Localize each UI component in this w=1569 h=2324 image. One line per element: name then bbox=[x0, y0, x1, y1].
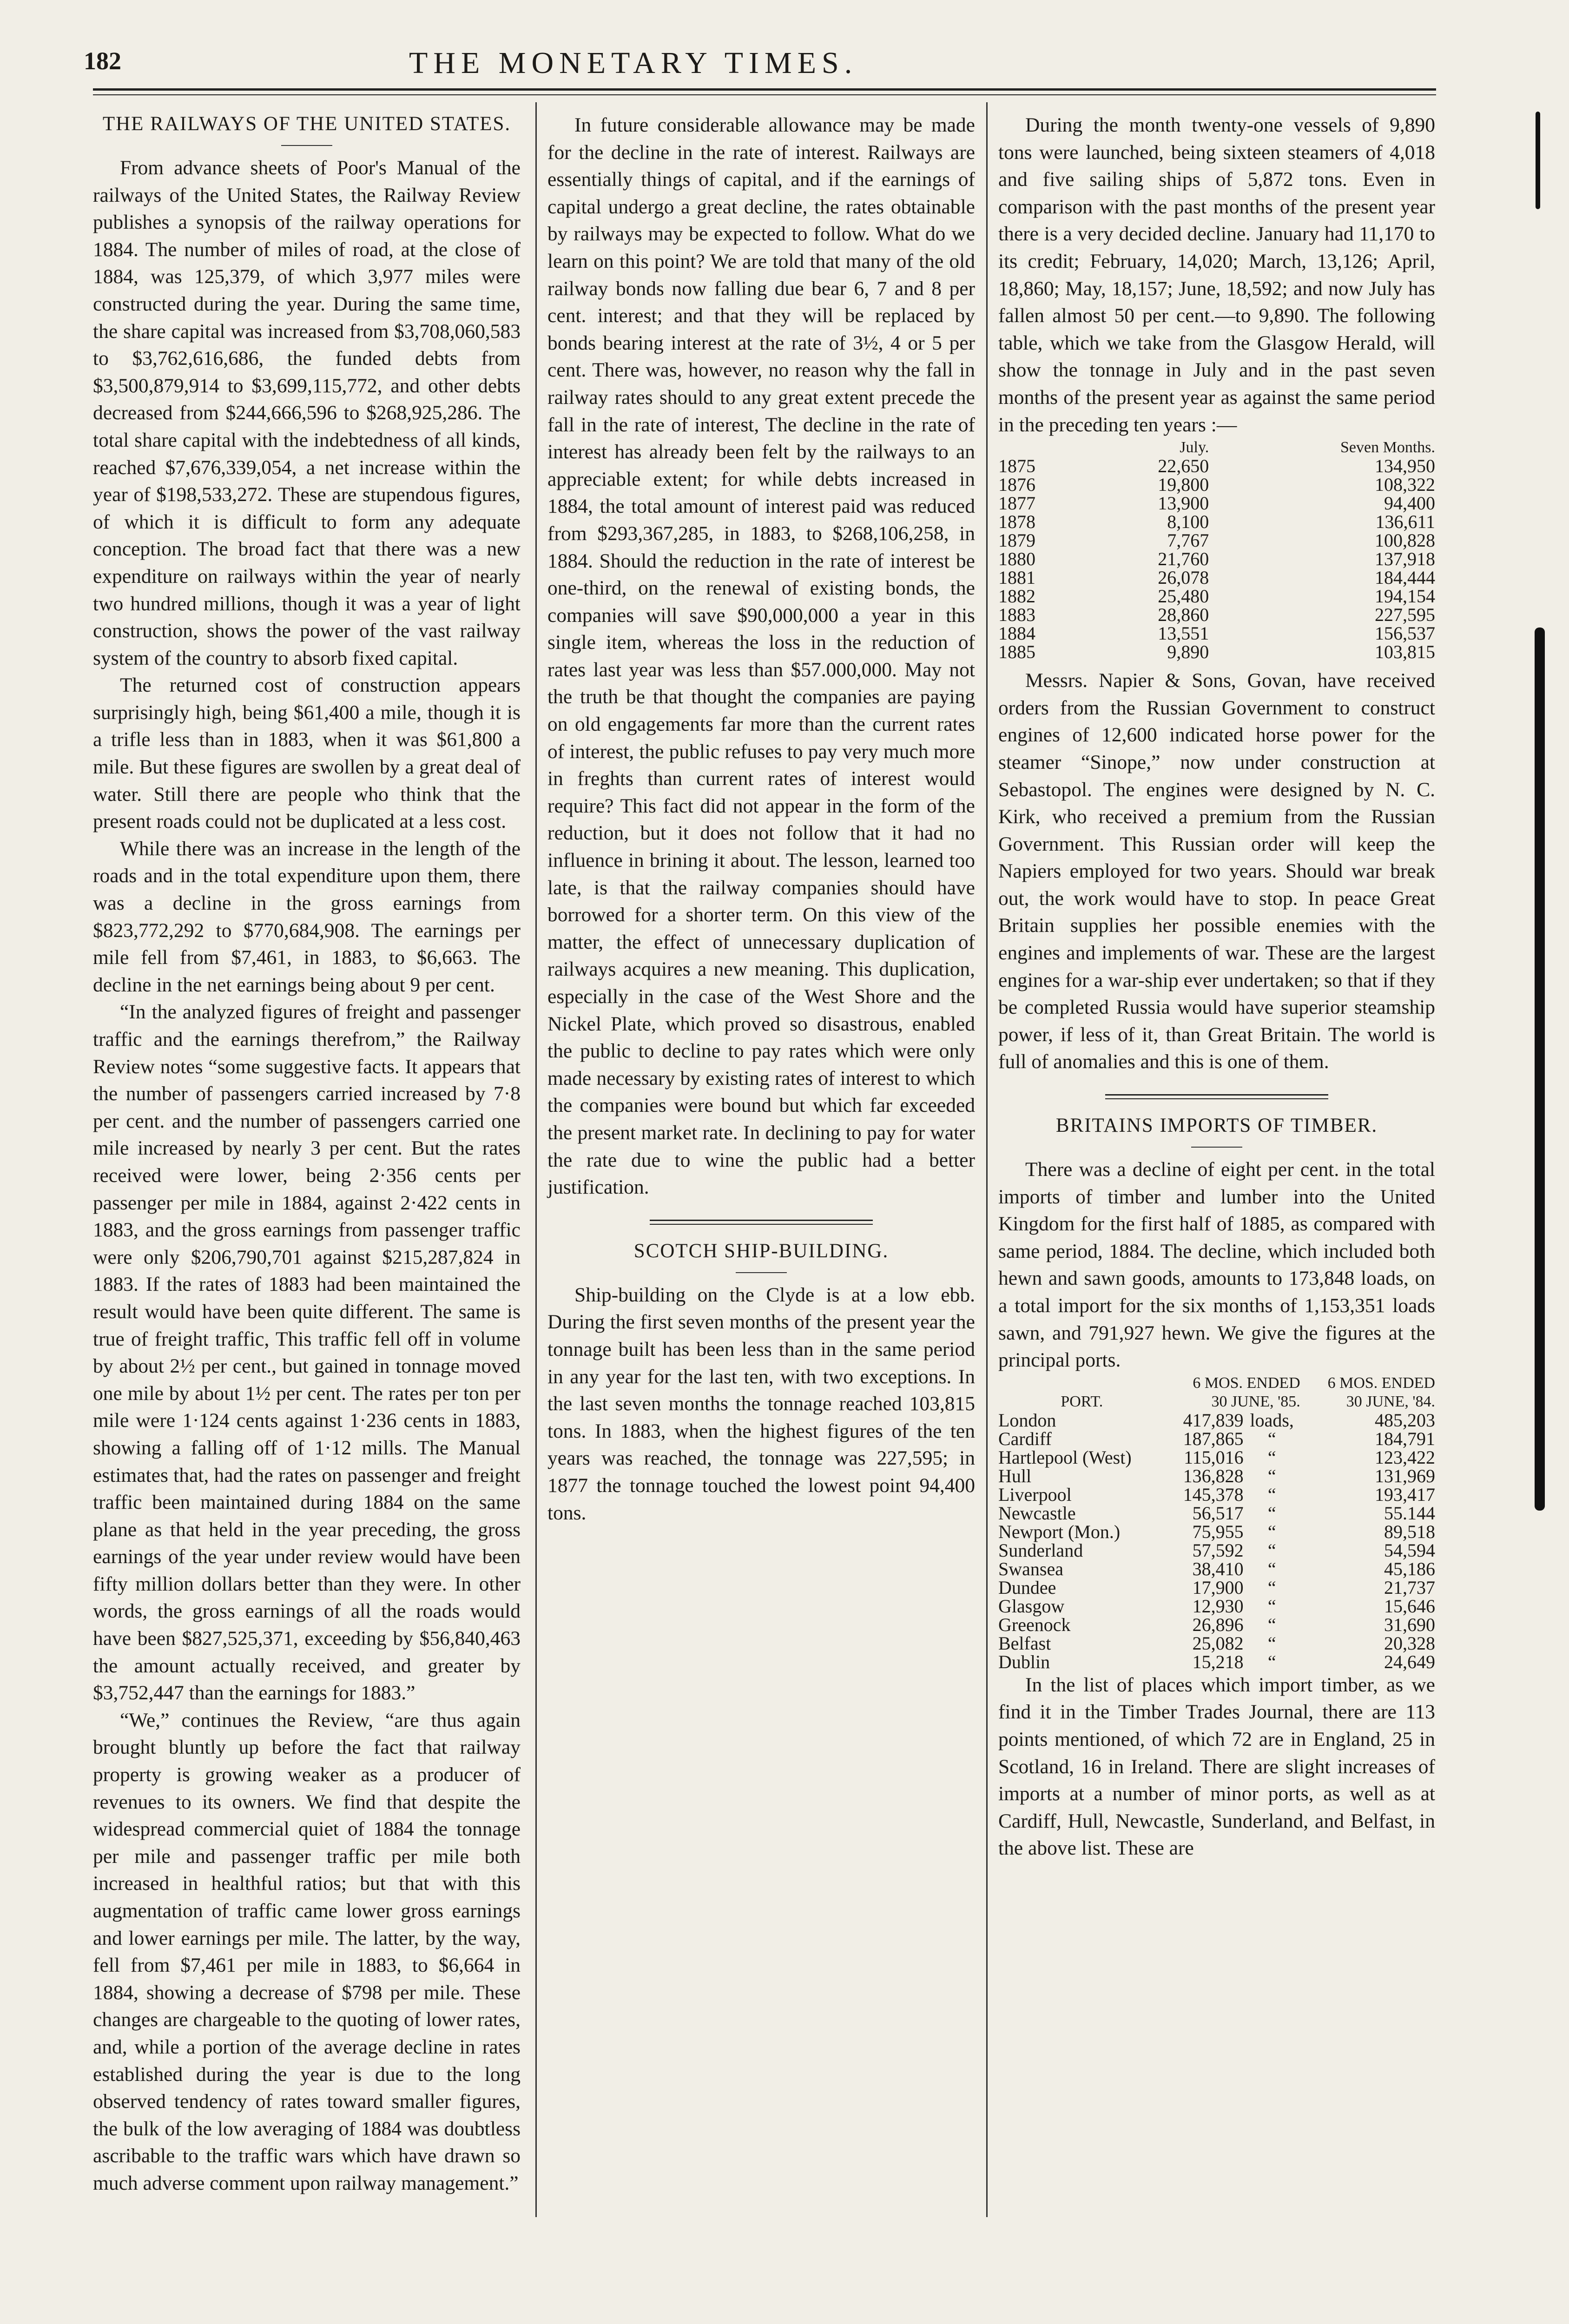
table-cell: 9,890 bbox=[1167, 641, 1209, 663]
table-cell: 1879 bbox=[998, 530, 1035, 551]
table-row bbox=[998, 1467, 1435, 1486]
paragraph: Ship-building on the Clyde is at a low ebb. During the first seven months of the present year the tonnage built has been less than in the same period in any year for the last ten, with two exceptions. In the last seven months the tonnage reached 103,815 tons. In 1883, when the highest figures of the ten years was reached, the tonnage was 227,595; in 1877 the tonnage touched the lowest point 94,400 tons. bbox=[547, 1283, 975, 1524]
table-cell: Glasgow bbox=[998, 1595, 1065, 1617]
table-cell: 31,690 bbox=[1384, 1614, 1435, 1635]
table-cell: London bbox=[998, 1409, 1056, 1431]
table-header: 30 JUNE, '84. bbox=[1346, 1393, 1435, 1410]
table-row bbox=[998, 1486, 1435, 1504]
table-cell: “ bbox=[1267, 1539, 1276, 1561]
column-3 bbox=[998, 112, 1435, 1862]
table-cell: 21,760 bbox=[1158, 548, 1209, 570]
column-2 bbox=[547, 112, 975, 1526]
title-rule bbox=[736, 1272, 787, 1273]
table-cell: 38,410 bbox=[1192, 1558, 1244, 1579]
table-cell: “ bbox=[1267, 1484, 1276, 1505]
masthead: THE MONETARY TIMES. bbox=[409, 46, 858, 80]
paragraph: From advance sheets of Poor's Manual of the railways of the United States, the Railway Review publishes a synopsis of the railway operations for 1884. The number of miles of road, at the close of 1884, was 125,379, of which 3,977 miles were constructed during the year. During the same time, the share capital was increased from $3,708,060,583 to $3,762,616,686, the funded debts from $3,500,879,914 to $3,699,115,772, and other debts decreased from $244,666,596 to $268,925,286. The total share capital with the indebtedness of all kinds, reached $7,676,339,054, a net increase within the year of $198,533,272. These are stupendous figures, of which it is difficult to form any adequate conception. The broad fact that there was a new expenditure on railways within the year of nearly two hundred millions, though it was a year of light construction, shows the power of the vast railway system of the country to absorb fixed capital. bbox=[93, 157, 521, 669]
table-cell: 89,518 bbox=[1384, 1521, 1435, 1542]
table-cell: 25,082 bbox=[1192, 1632, 1244, 1654]
table-cell: 417,839 bbox=[1183, 1409, 1244, 1431]
table-cell: 1877 bbox=[998, 493, 1035, 514]
header-rule bbox=[93, 88, 1436, 91]
article-title: THE RAILWAYS OF THE UNITED STATES. bbox=[102, 113, 511, 135]
title-rule bbox=[1191, 1147, 1242, 1148]
table-cell: 136,611 bbox=[1375, 511, 1435, 533]
column-1 bbox=[93, 112, 521, 2197]
table-cell: 21,737 bbox=[1384, 1577, 1435, 1598]
table-cell: 19,800 bbox=[1158, 474, 1209, 495]
page-number: 182 bbox=[84, 47, 121, 75]
table-cell: 13,900 bbox=[1158, 493, 1209, 514]
table-cell: 187,865 bbox=[1183, 1428, 1244, 1449]
table-row bbox=[998, 606, 1435, 624]
table-row bbox=[998, 1448, 1435, 1467]
table-cell: 26,896 bbox=[1192, 1614, 1244, 1635]
table-cell: “ bbox=[1267, 1651, 1276, 1672]
tonnage-table bbox=[998, 438, 1435, 661]
table-cell: 485,203 bbox=[1375, 1409, 1435, 1431]
table-cell: 194,154 bbox=[1375, 586, 1435, 607]
table-header: 30 JUNE, '85. bbox=[1211, 1393, 1300, 1410]
table-cell: 57,592 bbox=[1192, 1539, 1244, 1561]
table-cell: 131,969 bbox=[1375, 1465, 1435, 1486]
article-title: BRITAINS IMPORTS OF TIMBER. bbox=[1055, 1115, 1378, 1137]
table-cell: “ bbox=[1267, 1632, 1276, 1654]
table-cell: 25,480 bbox=[1158, 586, 1209, 607]
table-cell: Liverpool bbox=[998, 1484, 1072, 1505]
paragraph: “We,” continues the Review, “are thus again brought bluntly up before the fact that railway property is growing weaker as a producer of revenues to its owners. We find that despite the widespread commercial quiet of 1884 the tonnage per mile and passenger traffic per mile both increased in healthful ratios; but that with this augmentation of traffic came lower gross earnings and lower earnings per mile. The latter, by the way, fell from $7,461 per mile in 1883, to $6,664 in 1884, showing a decrease of $798 per mile. These changes are chargeable to the quoting of lower rates, and, while a portion of the average decline in rates established during the year is due to the long observed tendency of rates toward smaller figures, the bulk of the low averaging of 1884 was doubtless ascribable to the traffic wars which have drawn so much adverse comment upon railway management.” bbox=[93, 1709, 521, 2194]
table-cell: “ bbox=[1267, 1428, 1276, 1449]
table-row bbox=[998, 1653, 1435, 1671]
table-row bbox=[998, 494, 1435, 513]
paragraph: While there was an increase in the length of the roads and in the total expenditure upon them, there was a decline in the gross earnings from $823,772,292 to $770,684,908. The earnings per mile fell from $7,461, in 1883, to $6,663. The decline in the net earnings being about 9 per cent. bbox=[93, 837, 521, 996]
paragraph: The returned cost of construction appears surprisingly high, being $61,400 a mile, though it is a trifle less than in 1883, when it was $61,800 a mile. But these figures are swollen by a great deal of water. Still there are people who think that the present roads could not be duplicated at a less cost. bbox=[93, 674, 521, 833]
table-cell: 1875 bbox=[998, 456, 1035, 477]
table-row bbox=[998, 1560, 1435, 1578]
table-row bbox=[998, 531, 1435, 550]
table-cell: 156,537 bbox=[1375, 623, 1435, 644]
table-row bbox=[998, 550, 1435, 568]
table-cell: 100,828 bbox=[1375, 530, 1435, 551]
table-cell: 134,950 bbox=[1375, 456, 1435, 477]
table-cell: 1884 bbox=[998, 623, 1035, 644]
table-cell: Newcastle bbox=[998, 1502, 1076, 1524]
paragraph: There was a decline of eight per cent. in the total imports of timber and lumber into the United Kingdom for the first half of 1885, as compared with same period, 1884. The decline, which included both hewn and sawn goods, amounts to 173,848 loads, on a total import for the six months of 1,153,351 loads sawn, and 791,927 hewn. We give the figures at the principal ports. bbox=[998, 1158, 1435, 1372]
table-row bbox=[998, 1616, 1435, 1634]
table-cell: 7,767 bbox=[1167, 530, 1209, 551]
table-cell: Swansea bbox=[998, 1558, 1063, 1579]
table-cell: 12,930 bbox=[1192, 1595, 1244, 1617]
table-cell: “ bbox=[1267, 1595, 1276, 1617]
paragraph: In future considerable allowance may be made for the decline in the rate of interest. Railways are essentially things of capital, and if the earnings of capital undergo a great decline, the rates obtainable by railways may be expected to follow. What do we learn on this point? We are told that many of the old railway bonds now falling due bear 6, 7 and 8 per cent. interest; and that they will be replaced by bonds bearing interest at the rate of 3½, 4 or 5 per cent. There was, however, no reason why the fall in railway rates should to any great extent precede the fall in the rate of interest, The decline in the rate of interest has already been felt by the railways to an appreciable extent; for while debts increased in 1884, the total amount of interest paid was reduced from $293,367,285, in 1883, to $268,106,258, in 1884. Should the reduction in the rate of interest be one-third, on the renewal of existing bonds, the companies will save $90,000,000 a year in this single item, whereas the loss in the reduction of rates last year was less than $57.000,000. May not the truth be that thought the companies are paying on old engagements far more than the current rates of interest, the public refuses to pay very much more in freghts than current rates of interest would require? This fact did not appear in the form of the reduction, but it does not follow that it had no influence in brining it about. The lesson, learned too late, is that the railway companies should have borrowed for a shorter term. On this view of the matter, the effect of unnecessary duplication of railways acquires a new meaning. This duplication, especially in the case of the West Shore and the Nickel Plate, which proved so disastrous, enabled the public to decline to pay rates which were only made necessary by existing rates of interest to which the companies were bound but which far exceeded the present market rate. In declining to pay for water the rate due to wine the public had a better justification. bbox=[547, 114, 975, 1199]
ink-blot bbox=[1536, 112, 1540, 209]
table-cell: “ bbox=[1267, 1521, 1276, 1542]
table-cell: 20,328 bbox=[1384, 1632, 1435, 1654]
section-rule bbox=[650, 1220, 873, 1225]
table-cell: loads, bbox=[1250, 1409, 1294, 1431]
table-row bbox=[998, 1634, 1435, 1653]
table-cell: 15,218 bbox=[1192, 1651, 1244, 1672]
table-cell: Dublin bbox=[998, 1651, 1050, 1672]
paragraph: In the list of places which import timber, as we find it in the Timber Trades Journal, there are 113 points mentioned, of which 72 are in England, 25 in Scotland, 16 in Ireland. There are slight increases of imports at a number of minor ports, as well as at Cardiff, Hull, Newcastle, Sunderland, and Belfast, in the above list. These are bbox=[998, 1673, 1435, 1860]
table-row bbox=[998, 1430, 1435, 1448]
table-cell: “ bbox=[1267, 1614, 1276, 1635]
table-cell: Hull bbox=[998, 1465, 1032, 1486]
table-cell: “ bbox=[1267, 1465, 1276, 1486]
table-row bbox=[998, 624, 1435, 643]
table-cell: 193,417 bbox=[1375, 1484, 1435, 1505]
table-cell: 13,551 bbox=[1158, 623, 1209, 644]
ink-blot bbox=[1535, 627, 1545, 1511]
table-cell: 115,016 bbox=[1184, 1446, 1244, 1468]
table-cell: 103,815 bbox=[1375, 641, 1435, 663]
table-cell: 1880 bbox=[998, 548, 1035, 570]
table-row bbox=[998, 1597, 1435, 1616]
table-cell: 137,918 bbox=[1375, 548, 1435, 570]
table-cell: Greenock bbox=[998, 1614, 1071, 1635]
table-cell: 17,900 bbox=[1192, 1577, 1244, 1598]
header-rule-thin bbox=[93, 94, 1436, 95]
table-cell: Cardiff bbox=[998, 1428, 1052, 1449]
table-row bbox=[998, 1411, 1435, 1430]
timber-table bbox=[998, 1374, 1435, 1671]
table-cell: 227,595 bbox=[1375, 604, 1435, 626]
table-cell: 1876 bbox=[998, 474, 1035, 495]
table-row bbox=[998, 1504, 1435, 1523]
table-cell: Dundee bbox=[998, 1577, 1056, 1598]
table-cell: “ bbox=[1267, 1502, 1276, 1524]
table-cell: 45,186 bbox=[1384, 1558, 1435, 1579]
table-row bbox=[998, 568, 1435, 587]
table-cell: 145,378 bbox=[1183, 1484, 1244, 1505]
table-row bbox=[998, 643, 1435, 661]
table-cell: 136,828 bbox=[1183, 1465, 1244, 1486]
paragraph: During the month twenty-one vessels of 9,890 tons were launched, being sixteen steamers of 4,018 and five sailing ships of 5,872 tons. Even in comparison with the past months of the present year there is a very decided decline. January had 11,170 to its credit; February, 14,020; March, 13,126; April, 18,860; May, 18,157; June, 18,592; and now July has fallen almost 50 per cent.—to 9,890. The following table, which we take from the Glasgow Herald, will show the tonnage in July and in the past seven months of the present year as against the same period in the preceding ten years :— bbox=[998, 114, 1435, 436]
table-row bbox=[998, 587, 1435, 606]
table-cell: Belfast bbox=[998, 1632, 1051, 1654]
table-row bbox=[998, 513, 1435, 531]
article-title: SCOTCH SHIP-BUILDING. bbox=[633, 1240, 889, 1262]
table-cell: 1878 bbox=[998, 511, 1035, 533]
table-cell: 1881 bbox=[998, 567, 1035, 588]
paragraph: “In the analyzed figures of freight and passenger traffic and the earnings therefrom,” the Railway Review notes “some suggestive facts. It appears that the number of passengers carried increased by 7·8 per cent. and the number of passengers carried one mile increased by nearly 3 per cent. But the rates received were lower, being 2·356 cents per passenger per mile in 1884, against 2·422 cents in 1883, and the gross earnings from passenger traffic were only $206,790,701 against $215,287,824 in 1883. If the rates of 1883 had been maintained the result would have been quite different. The same is true of freight traffic, This traffic fell off in volume by about 2½ per cent., but gained in tonnage moved one mile by about 1½ per cent. The rates per ton per mile were 1·124 cents against 1·236 cents in 1883, showing a falling off of 1·12 mills. The Manual estimates that, had the rates on passenger and freight traffic been maintained during 1884 on the same plane as that held in the year preceding, the gross earnings of the year under review would have been fifty million dollars better than they were. In other words, the gross earnings of all the roads would have been $827,525,371, exceeding by $56,840,463 the amount actually received, and greater by $3,752,447 than the earnings for 1883.” bbox=[93, 1001, 521, 1704]
title-rule bbox=[281, 145, 332, 146]
paragraph: Messrs. Napier & Sons, Govan, have received orders from the Russian Government to construct engines of 12,600 indicated horse power for the steamer “Sinope,” now under construction at Sebastopol. The engines were designed by N. C. Kirk, who received a premium from the Russian Government. This Russian order will keep the Napiers employed for two years. Should war break out, the work would have to stop. In peace Great Britain supplies her possible enemies with the engines and implements of war. These are the largest engines for a war-ship ever undertaken; so that if they be completed Russia would have superior steamship power, if less of it, than Great Britain. The world is full of anomalies and this is one of them. bbox=[998, 669, 1435, 1073]
column-divider bbox=[535, 102, 537, 2217]
table-header: PORT. bbox=[1061, 1393, 1103, 1410]
table-row bbox=[998, 475, 1435, 494]
table-cell: 22,650 bbox=[1158, 456, 1209, 477]
column-divider bbox=[986, 102, 988, 2217]
table-header: 6 MOS. ENDED bbox=[1327, 1374, 1435, 1392]
table-cell: 108,322 bbox=[1375, 474, 1435, 495]
table-cell: 15,646 bbox=[1384, 1595, 1435, 1617]
table-cell: 123,422 bbox=[1375, 1446, 1435, 1468]
table-cell: 94,400 bbox=[1384, 493, 1435, 514]
table-cell: Newport (Mon.) bbox=[998, 1521, 1121, 1542]
table-cell: 1883 bbox=[998, 604, 1035, 626]
table-cell: Hartlepool (West) bbox=[998, 1446, 1132, 1468]
table-header: July. bbox=[1180, 439, 1209, 456]
table-cell: “ bbox=[1267, 1577, 1276, 1598]
table-cell: 75,955 bbox=[1192, 1521, 1244, 1542]
table-row bbox=[998, 1541, 1435, 1560]
table-header: 6 MOS. ENDED bbox=[1193, 1374, 1300, 1392]
table-header: Seven Months. bbox=[1340, 439, 1435, 456]
table-cell: 55.144 bbox=[1384, 1502, 1435, 1524]
table-cell: 1882 bbox=[998, 586, 1035, 607]
section-rule bbox=[1105, 1094, 1328, 1099]
table-cell: 26,078 bbox=[1158, 567, 1209, 588]
table-cell: Sunderland bbox=[998, 1539, 1083, 1561]
table-cell: 1885 bbox=[998, 641, 1035, 663]
table-cell: 184,444 bbox=[1375, 567, 1435, 588]
table-row bbox=[998, 457, 1435, 475]
table-row bbox=[998, 1523, 1435, 1541]
table-cell: 28,860 bbox=[1158, 604, 1209, 626]
table-cell: 24,649 bbox=[1384, 1651, 1435, 1672]
table-cell: “ bbox=[1267, 1558, 1276, 1579]
table-cell: 56,517 bbox=[1192, 1502, 1244, 1524]
table-row bbox=[998, 1578, 1435, 1597]
table-cell: 54,594 bbox=[1384, 1539, 1435, 1561]
table-cell: 8,100 bbox=[1167, 511, 1209, 533]
table-cell: “ bbox=[1267, 1446, 1276, 1468]
table-cell: 184,791 bbox=[1375, 1428, 1435, 1449]
